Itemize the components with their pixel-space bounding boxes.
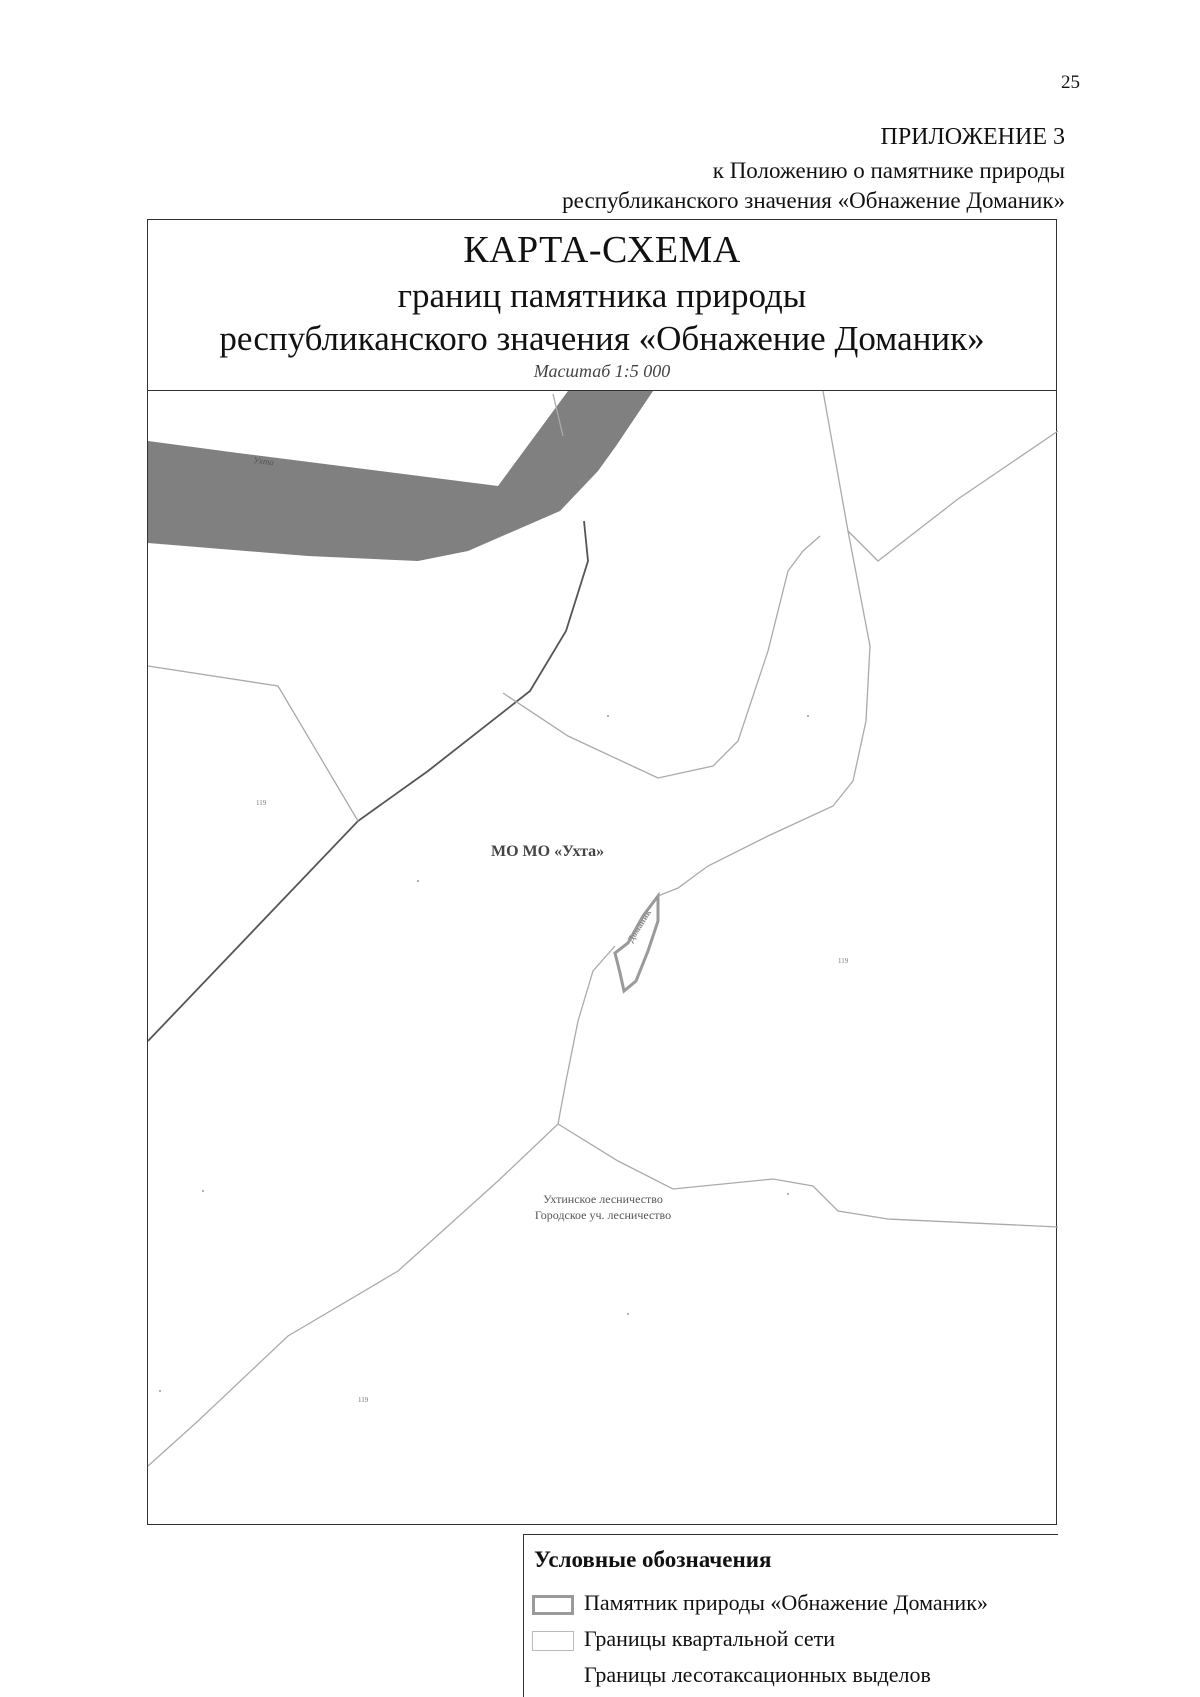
map-legend xyxy=(523,1534,1058,1697)
legend-item-monument xyxy=(532,1590,1052,1620)
map-canvas[interactable] xyxy=(148,391,1058,1687)
quarter-number-label: 119 xyxy=(358,1396,369,1404)
admin-boundary xyxy=(148,521,588,1041)
legend-title: Условные обозначения xyxy=(534,1547,772,1572)
municipality-label: МО МО «Ухта» xyxy=(491,843,605,860)
monument-label: Доманик xyxy=(625,907,654,945)
forestry-label-2: Городское уч. лесничество xyxy=(534,1208,672,1222)
map-subtitle-1: границ памятника природы xyxy=(397,276,807,315)
stand-dot xyxy=(627,1313,629,1315)
map-svg xyxy=(148,391,1058,1526)
appendix-title: ПРИЛОЖЕНИЕ 3 xyxy=(880,124,1065,150)
map-header xyxy=(148,220,1056,391)
monument-domanik[interactable] xyxy=(615,896,658,991)
legend-item-stand-boundary xyxy=(532,1662,1052,1692)
legend-item-label: Границы квартальной сети xyxy=(584,1626,836,1651)
quarter-boundary-line xyxy=(148,666,358,821)
monument-outline-swatch-icon xyxy=(532,1595,574,1615)
stand-dot xyxy=(807,715,809,717)
legend-item-label: Границы лесотаксационных выделов xyxy=(584,1662,931,1687)
legend-item-label: Памятник природы «Обнажение Доманик» xyxy=(584,1590,988,1615)
stand-dot xyxy=(202,1190,204,1192)
page-number: 25 xyxy=(1061,72,1080,93)
river-ukhta xyxy=(148,391,653,561)
legend-item-quarter-boundary xyxy=(532,1626,1052,1656)
quarter-number-label: 119 xyxy=(838,957,849,965)
quarter-boundary-line xyxy=(658,531,870,896)
map-title: КАРТА-СХЕМА xyxy=(463,229,741,271)
stand-dot xyxy=(607,715,609,717)
quarter-boundary-line xyxy=(823,391,1058,561)
quarter-boundary-line xyxy=(148,1124,558,1466)
river-label: Ухта xyxy=(252,455,275,468)
stand-dot xyxy=(787,1193,789,1195)
stand-dot xyxy=(417,880,419,882)
stand-markers xyxy=(159,715,809,1392)
map-frame xyxy=(147,219,1057,1687)
map-subtitle-2: республиканского значения «Обнажение Доманик» xyxy=(219,319,985,358)
appendix-subtitle-line2: республиканского значения «Обнажение Доманик» xyxy=(562,188,1065,213)
quarter-number-label: 119 xyxy=(256,799,267,807)
stand-dot xyxy=(159,1390,161,1392)
stand-boundary-swatch-icon xyxy=(532,1667,574,1687)
quarter-boundary-swatch-icon xyxy=(532,1631,574,1651)
quarter-boundary-line xyxy=(558,946,615,1124)
forestry-label-1: Ухтинское лесничество xyxy=(543,1192,663,1206)
map-scale: Масштаб 1:5 000 xyxy=(533,361,671,381)
appendix-subtitle-line1: к Положению о памятнике природы xyxy=(712,158,1065,183)
